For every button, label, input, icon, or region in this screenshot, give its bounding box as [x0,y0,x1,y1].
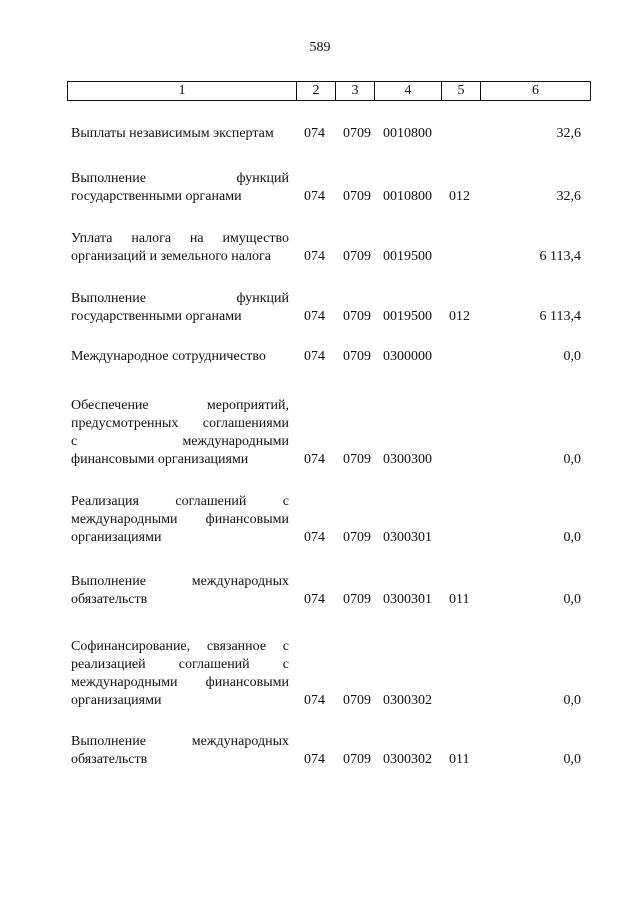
column-header-5: 5 [442,82,481,101]
ministry-code: 074 [304,349,325,364]
expense-type-code: 012 [449,309,470,324]
section-code: 0709 [343,530,371,545]
row-description-line: организациями [71,693,162,708]
row-description-line: предусмотренных соглашениями [71,416,289,431]
column-header-table [67,81,591,101]
target-article-code: 0300301 [383,530,432,545]
row-description [71,290,289,326]
row-description-line: Уплата налога на имущество [71,231,289,246]
column-header-row [68,82,591,101]
ministry-code: 074 [304,249,325,264]
amount-value: 0,0 [563,349,581,364]
ministry-code: 074 [304,693,325,708]
column-header-2: 2 [297,82,336,101]
row-description-line: обязательств [71,752,148,767]
target-article-code: 0019500 [383,249,432,264]
section-code: 0709 [343,249,371,264]
amount-value: 32,6 [556,126,581,141]
row-description-line: международными финансовыми [71,512,289,527]
row-description-line: Международное сотрудничество [71,349,266,364]
ministry-code: 074 [304,189,325,204]
row-description-line: Выполнение международных [71,574,289,589]
row-description-line: финансовыми организациями [71,452,249,467]
row-description-line: Выполнение международных [71,734,289,749]
row-description [71,348,289,366]
expense-type-code: 011 [449,752,470,767]
target-article-code: 0300302 [383,752,432,767]
target-article-code: 0300300 [383,452,432,467]
row-description-line: с международными [71,434,289,449]
ministry-code: 074 [304,530,325,545]
target-article-code: 0300000 [383,349,432,364]
target-article-code: 0010800 [383,189,432,204]
section-code: 0709 [343,189,371,204]
target-article-code: 0010800 [383,126,432,141]
ministry-code: 074 [304,309,325,324]
row-description-line: международными финансовыми [71,675,289,690]
page-number: 589 [309,40,331,55]
section-code: 0709 [343,349,371,364]
amount-value: 6 113,4 [539,309,581,324]
row-description-line: Реализация соглашений с [71,494,289,509]
row-description [71,230,289,266]
row-description [71,733,289,769]
section-code: 0709 [343,126,371,141]
expense-type-code: 012 [449,189,470,204]
amount-value: 0,0 [563,693,581,708]
row-description-line: обязательств [71,592,148,607]
row-description [71,397,289,469]
ministry-code: 074 [304,752,325,767]
section-code: 0709 [343,592,371,607]
section-code: 0709 [343,693,371,708]
section-code: 0709 [343,452,371,467]
target-article-code: 0300301 [383,592,432,607]
row-description [71,493,289,547]
amount-value: 0,0 [563,752,581,767]
row-description-line: реализацией соглашений с [71,657,289,672]
amount-value: 32,6 [556,189,581,204]
row-description [71,573,289,609]
amount-value: 0,0 [563,530,581,545]
expense-type-code: 011 [449,592,470,607]
column-header-6: 6 [481,82,591,101]
row-description [71,638,289,710]
amount-value: 6 113,4 [539,249,581,264]
ministry-code: 074 [304,126,325,141]
row-description-line: организаций и земельного налога [71,249,271,264]
row-description [71,170,289,206]
column-header-1: 1 [68,82,297,101]
row-description-line: государственными органами [71,309,242,324]
row-description-line: организациями [71,530,162,545]
row-description-line: Выполнение функций [71,171,289,186]
amount-value: 0,0 [563,452,581,467]
column-header-3: 3 [336,82,375,101]
row-description-line: Обеспечение мероприятий, [71,398,289,413]
target-article-code: 0300302 [383,693,432,708]
column-header-4: 4 [375,82,442,101]
row-description-line: государственными органами [71,189,242,204]
row-description-line: Выполнение функций [71,291,289,306]
amount-value: 0,0 [563,592,581,607]
ministry-code: 074 [304,592,325,607]
target-article-code: 0019500 [383,309,432,324]
section-code: 0709 [343,309,371,324]
row-description-line: Выплаты независимым экспертам [71,126,274,141]
row-description-line: Софинансирование, связанное с [71,639,289,654]
section-code: 0709 [343,752,371,767]
ministry-code: 074 [304,452,325,467]
row-description [71,125,289,143]
